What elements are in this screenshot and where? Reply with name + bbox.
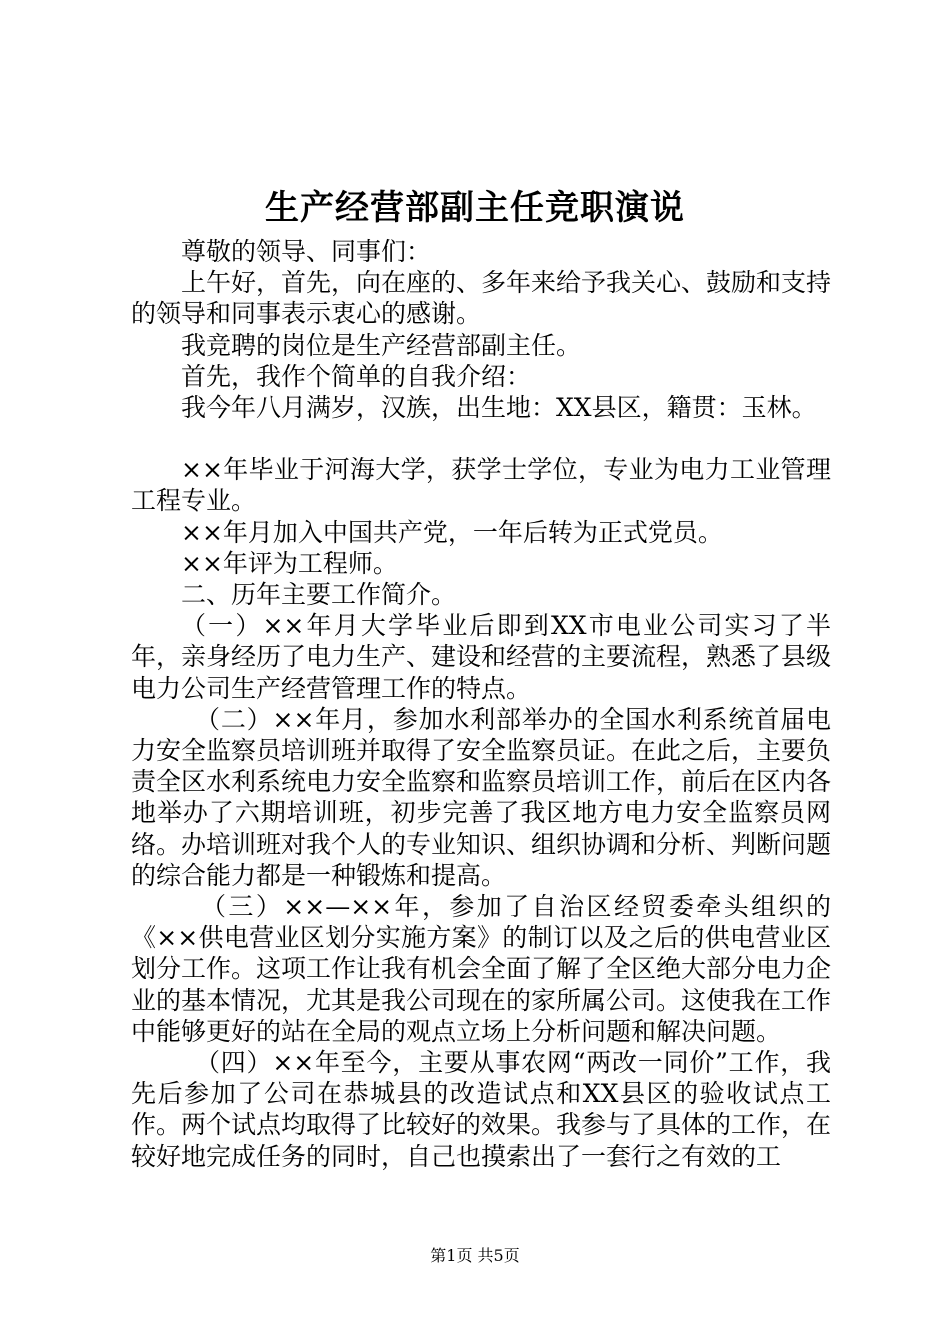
paragraph-position: 我竞聘的岗位是生产经营部副主任。 — [181, 330, 582, 360]
paragraph-engineer: ××年评为工程师。 — [181, 548, 398, 578]
paragraph-education: ××年毕业于河海大学，获学士学位，专业为电力工业管理工程专业。 — [131, 455, 831, 516]
document-title: 生产经营部副主任竞职演说 — [265, 188, 685, 228]
page-footer: 第1页 共5页 — [430, 1246, 520, 1265]
paragraph-item-1: （一）××年月大学毕业后即到XX市电业公司实习了半年，亲身经历了电力生产、建设和经营的主要流程，熟悉了县级电力公司生产经营管理工作的特点。 — [131, 611, 832, 703]
document-body — [131, 236, 831, 1172]
paragraph-item-4: （四）××年至今，主要从事农网“两改一同价”工作，我先后参加了公司在恭城县的改造试点和XX县区的验收试点工作。两个试点均取得了比较好的效果。我参与了具体的工作，在较好地完成任务的同时，自己也摸索出了一套行之有效的工 — [131, 1048, 832, 1171]
paragraph-personal-info: 我今年八月满岁，汉族，出生地：XX县区，籍贯：玉林。 — [181, 393, 817, 423]
paragraph-greeting: 尊敬的领导、同事们： — [181, 237, 432, 266]
paragraph-intro: 首先，我作个简单的自我介绍： — [181, 361, 532, 391]
paragraph-item-2: （二）××年月，参加水利部举办的全国水利系统首届电力安全监察员培训班并取得了安全监察员证。在此之后，主要负责全区水利系统电力安全监察和监察员培训工作，前后在区内各地举办了六期培训班，初步完善了我区地方电力安全监察员网络。办培训班对我个人的专业知识、组织协调和分析、判断问题的综合能力都是一种锻炼和提高。 — [131, 704, 832, 890]
paragraph-party: ××年月加入中国共产党，一年后转为正式党员。 — [181, 517, 723, 547]
paragraph-section-heading: 二、历年主要工作简介。 — [181, 580, 457, 610]
paragraph-opening: 上午好，首先，向在座的、多年来给予我关心、鼓励和支持的领导和同事表示衷心的感谢。 — [131, 268, 832, 329]
paragraph-item-3: （三）××—××年，参加了自治区经贸委牵头组织的《××供电营业区划分实施方案》的制订以及之后的供电营业区划分工作。这项工作让我有机会全面了解了全区绝大部分电力企业的基本情况，尤其是我公司现在的家所属公司。这使我在工作中能够更好的站在全局的观点立场上分析问题和解决问题。 — [131, 892, 832, 1046]
